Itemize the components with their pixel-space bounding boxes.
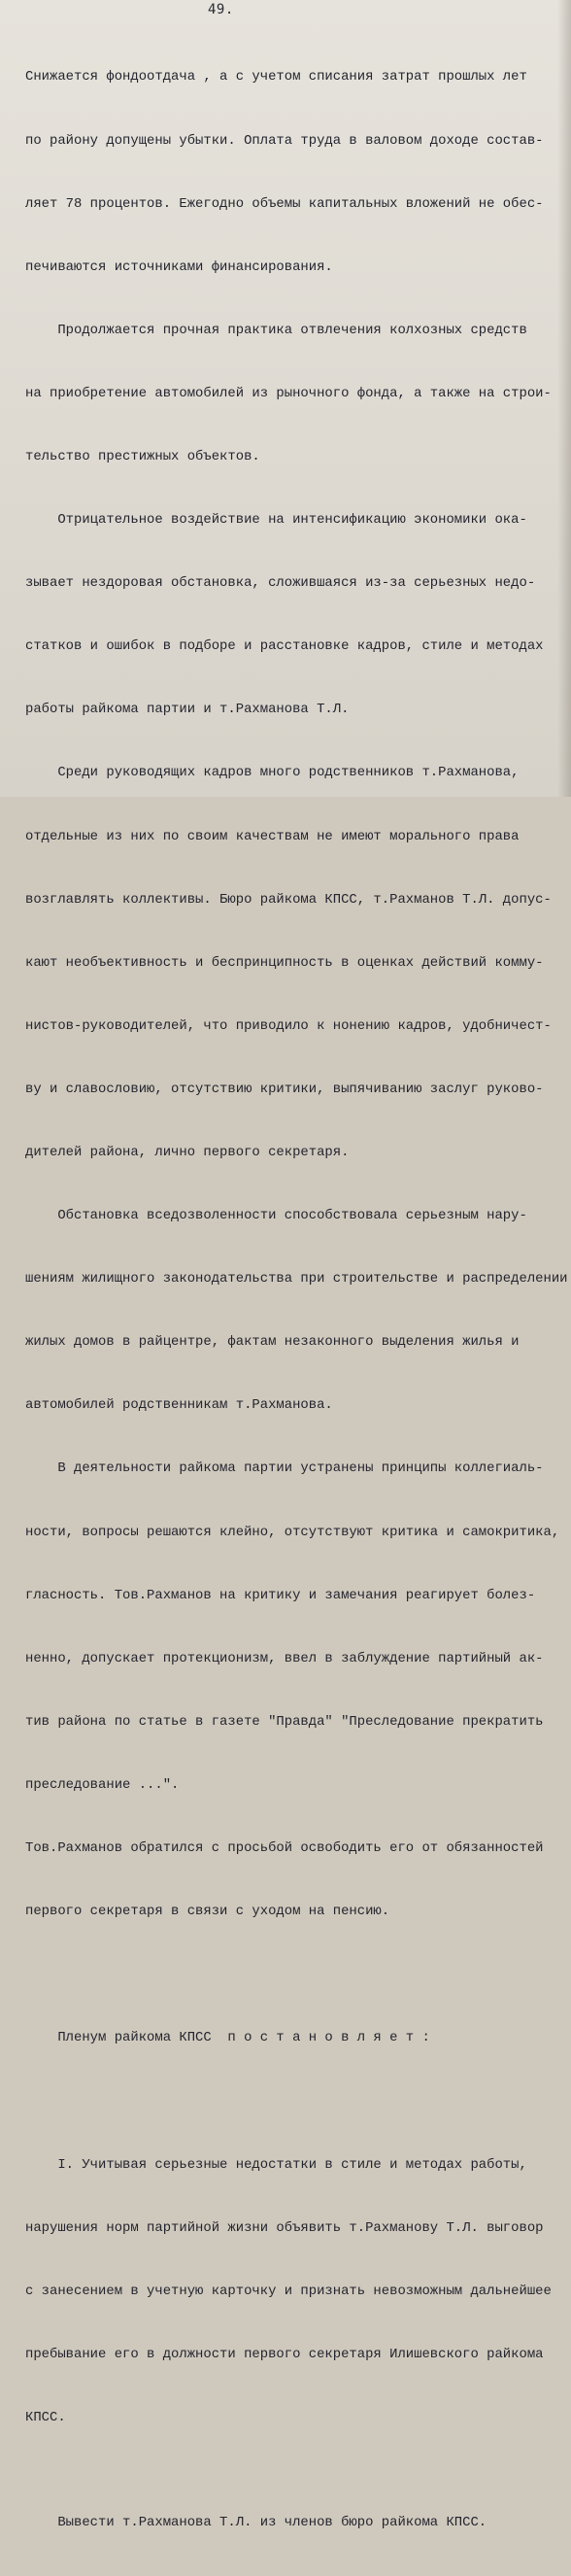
text-line: В деятельности райкома партии устранены принципы коллегиаль- (25, 1460, 544, 1477)
text-line: жилых домов в райцентре, фактам незаконного выделения жилья и (25, 1334, 520, 1351)
text-line: ненно, допускает протекционизм, ввел в заблуждение партийный ак- (25, 1650, 544, 1666)
text-line: статков и ошибок в подборе и расстановке кадров, стиле и методах (25, 638, 544, 655)
text-line: Отрицательное воздействие на интенсификацию экономики ока- (25, 512, 527, 529)
text-line: нистов-руководителей, что приводило к нонению кадров, удобничест- (25, 1017, 552, 1034)
text-line: тельство престижных объектов. (25, 448, 260, 464)
document-body (25, 25, 569, 2576)
text-line: работы райкома партии и т.Рахманова Т.Л. (25, 702, 350, 718)
text-line: Продолжается прочная практика отвлечения колхозных средств (25, 322, 527, 338)
resolution-line: Вывести т.Рахманова Т.Л. из членов бюро райкома КПСС. (25, 2515, 487, 2531)
text-line: первого секретаря в связи с уходом на пенсию. (25, 1904, 390, 1920)
text-line: на приобретение автомобилей из рыночного фонда, а также на строи- (25, 385, 552, 401)
text-line: по району допущены убытки. Оплата труда в валовом доходе состав- (25, 132, 544, 149)
resolution-line: с занесением в учетную карточку и признать невозможным дальнейшее (25, 2283, 552, 2299)
text-line: ву и славословию, отсутствию критики, выпячиванию заслуг руково- (25, 1081, 544, 1097)
text-line: преследование ...". (25, 1776, 180, 1793)
paragraph-gap (25, 1965, 569, 1986)
resolution-line: пребывание его в должности первого секретаря Илишевского райкома (25, 2346, 544, 2362)
text-line: тив района по статье в газете "Правда" "Преследование прекратить (25, 1713, 544, 1730)
page-number: 49. (208, 2, 234, 17)
text-line: Снижается фондоотдача , а с учетом списания затрат прошлых лет (25, 69, 527, 86)
text-line: автомобилей родственникам т.Рахманова. (25, 1397, 333, 1414)
text-line: Среди руководящих кадров много родственников т.Рахманова, (25, 765, 520, 781)
text-line: Обстановка вседозволенности способствовала серьезным нару- (25, 1208, 527, 1224)
paragraph-gap (25, 2091, 569, 2112)
text-line: шениям жилищного законодательства при строительстве и распределении (25, 1271, 568, 1288)
text-line: отдельные из них по своим качествам не имеют морального права (25, 828, 520, 844)
resolution-line: нарушения норм партийной жизни объявить т.Рахманову Т.Л. выговор (25, 2219, 544, 2236)
resolution-line: I. Учитывая серьезные недостатки в стиле и методах работы, (25, 2156, 527, 2173)
text-line: возглавлять коллективы. Бюро райкома КПСС, т.Рахманов Т.Л. допус- (25, 891, 552, 908)
text-line: дителей района, лично первого секретаря. (25, 1145, 350, 1160)
resolution-line: КПСС. (25, 2409, 66, 2425)
text-line: Тов.Рахманов обратился с просьбой освободить его от обязанностей (25, 1840, 544, 1857)
text-line: кают необъективность и беспринципность в оценках действий комму- (25, 954, 544, 971)
text-line: ности, вопросы решаются клейно, отсутствуют критика и самокритика, (25, 1524, 560, 1540)
resolution-heading: Пленум райкома КПСС п о с т а н о в л я е т : (25, 2030, 430, 2046)
text-line: печиваются источниками финансирования. (25, 258, 333, 275)
text-line: ляет 78 процентов. Ежегодно объемы капитальных вложений не обес- (25, 195, 544, 212)
text-line: гласность. Тов.Рахманов на критику и замечания реагирует болез- (25, 1587, 536, 1603)
text-line: зывает нездоровая обстановка, сложившаяся из-за серьезных недо- (25, 575, 536, 592)
